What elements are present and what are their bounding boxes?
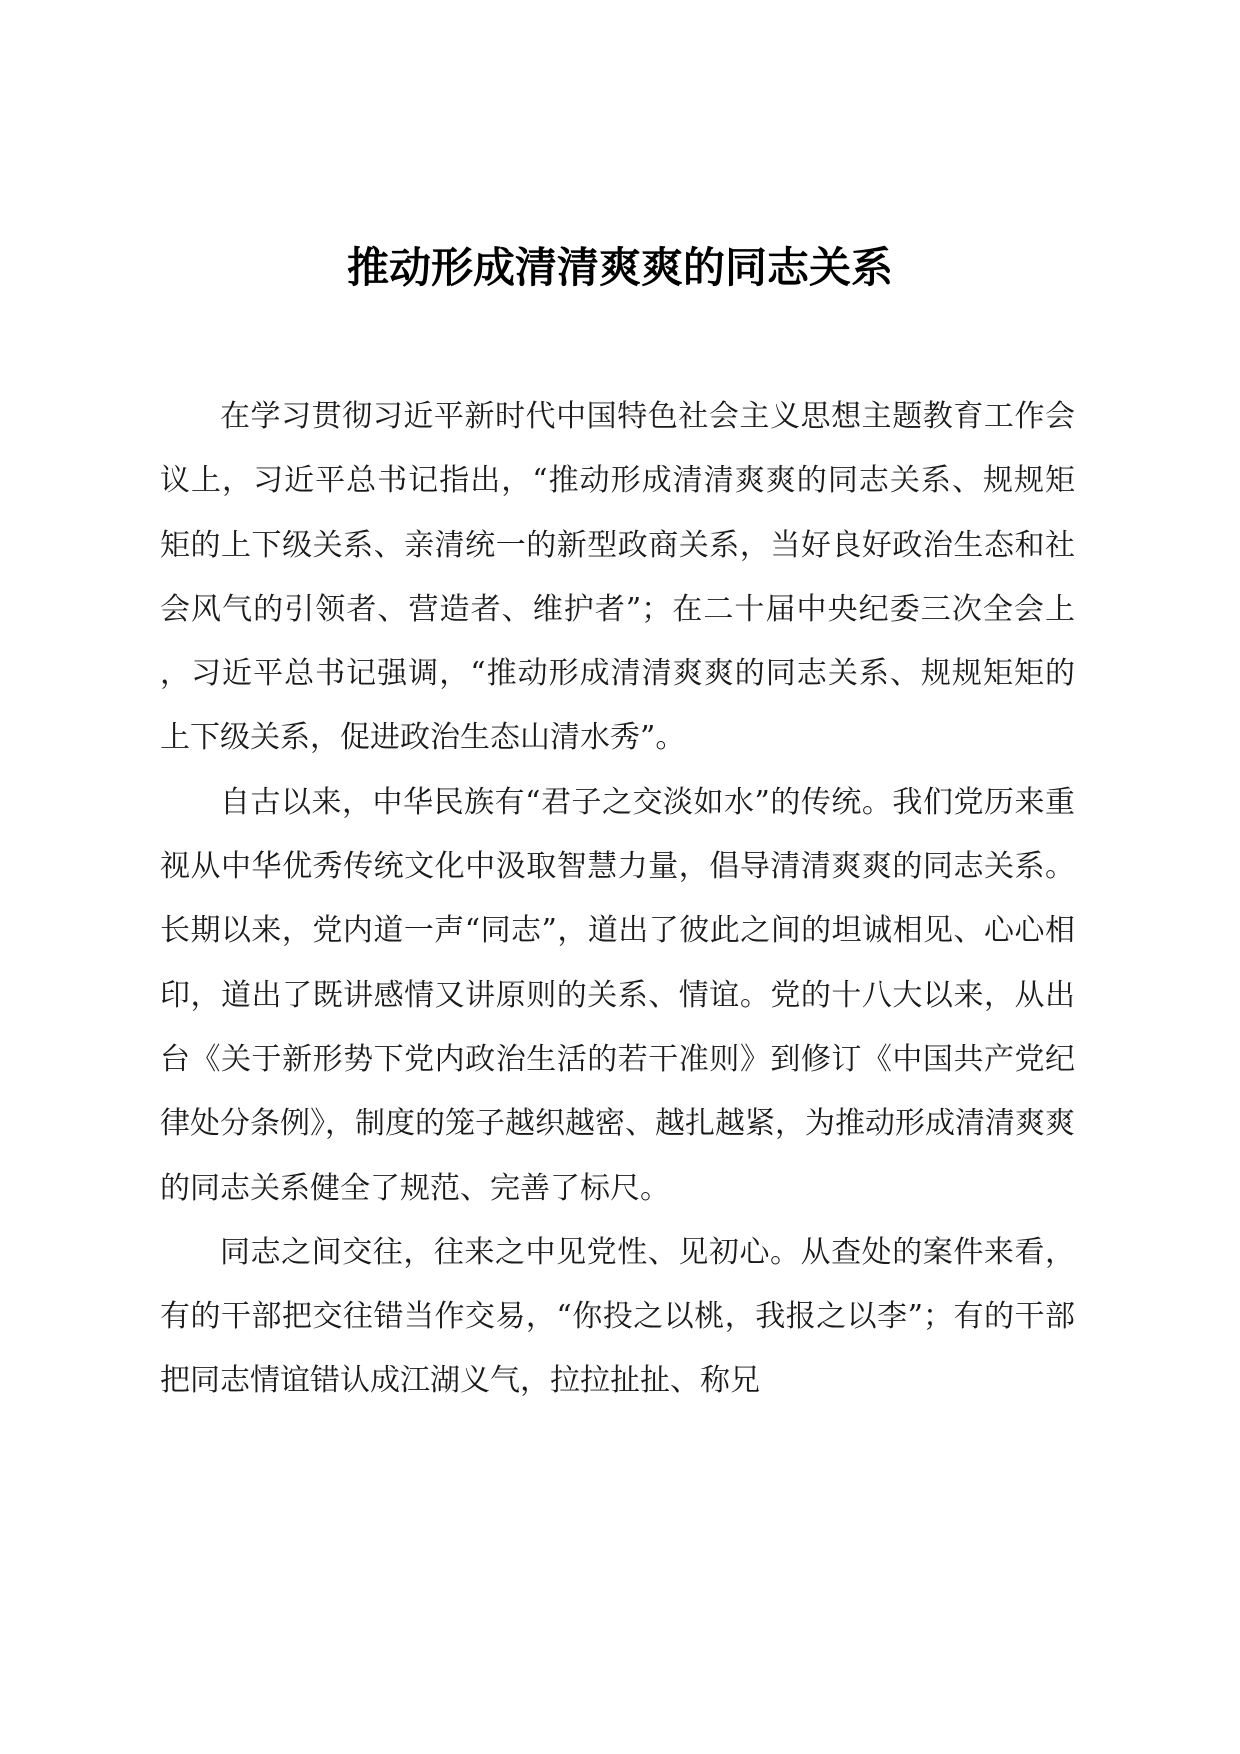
- paragraph-1: 在学习贯彻习近平新时代中国特色社会主义思想主题教育工作会议上，习近平总书记指出，“推动形成清清爽爽的同志关系、规规矩矩的上下级关系、亲清统一的新型政商关系，当好良好政治生态和社会风气的引领者、营造者、维护者”；在二十届中央纪委三次全会上，习近平总书记强调，“推动形成清清爽爽的同志关系、规规矩矩的上下级关系，促进政治生态山清水秀”。: [160, 399, 1075, 756]
- document-title: 推动形成清清爽爽的同志关系: [346, 243, 893, 292]
- paragraph-2: 自古以来，中华民族有“君子之交淡如水”的传统。我们党历来重视从中华优秀传统文化中汲取智慧力量，倡导清清爽爽的同志关系。长期以来，党内道一声“同志”，道出了彼此之间的坦诚相见、心心相印，道出了既讲感情又讲原则的关系、情谊。党的十八大以来，从出台《关于新形势下党内政治生活的若干准则》到修订《中国共产党纪律处分条例》，制度的笼子越织越密、越扎越紧，为推动形成清清爽爽的同志关系健全了规范、完善了标尺。: [160, 784, 1075, 1206]
- document-body: [160, 385, 1075, 1414]
- paragraph-3: 同志之间交往，往来之中见党性、见初心。从查处的案件来看，有的干部把交往错当作交易，“你投之以桃，我报之以李”；有的干部把同志情谊错认成江湖义气，拉拉扯扯、称兄: [160, 1234, 1075, 1399]
